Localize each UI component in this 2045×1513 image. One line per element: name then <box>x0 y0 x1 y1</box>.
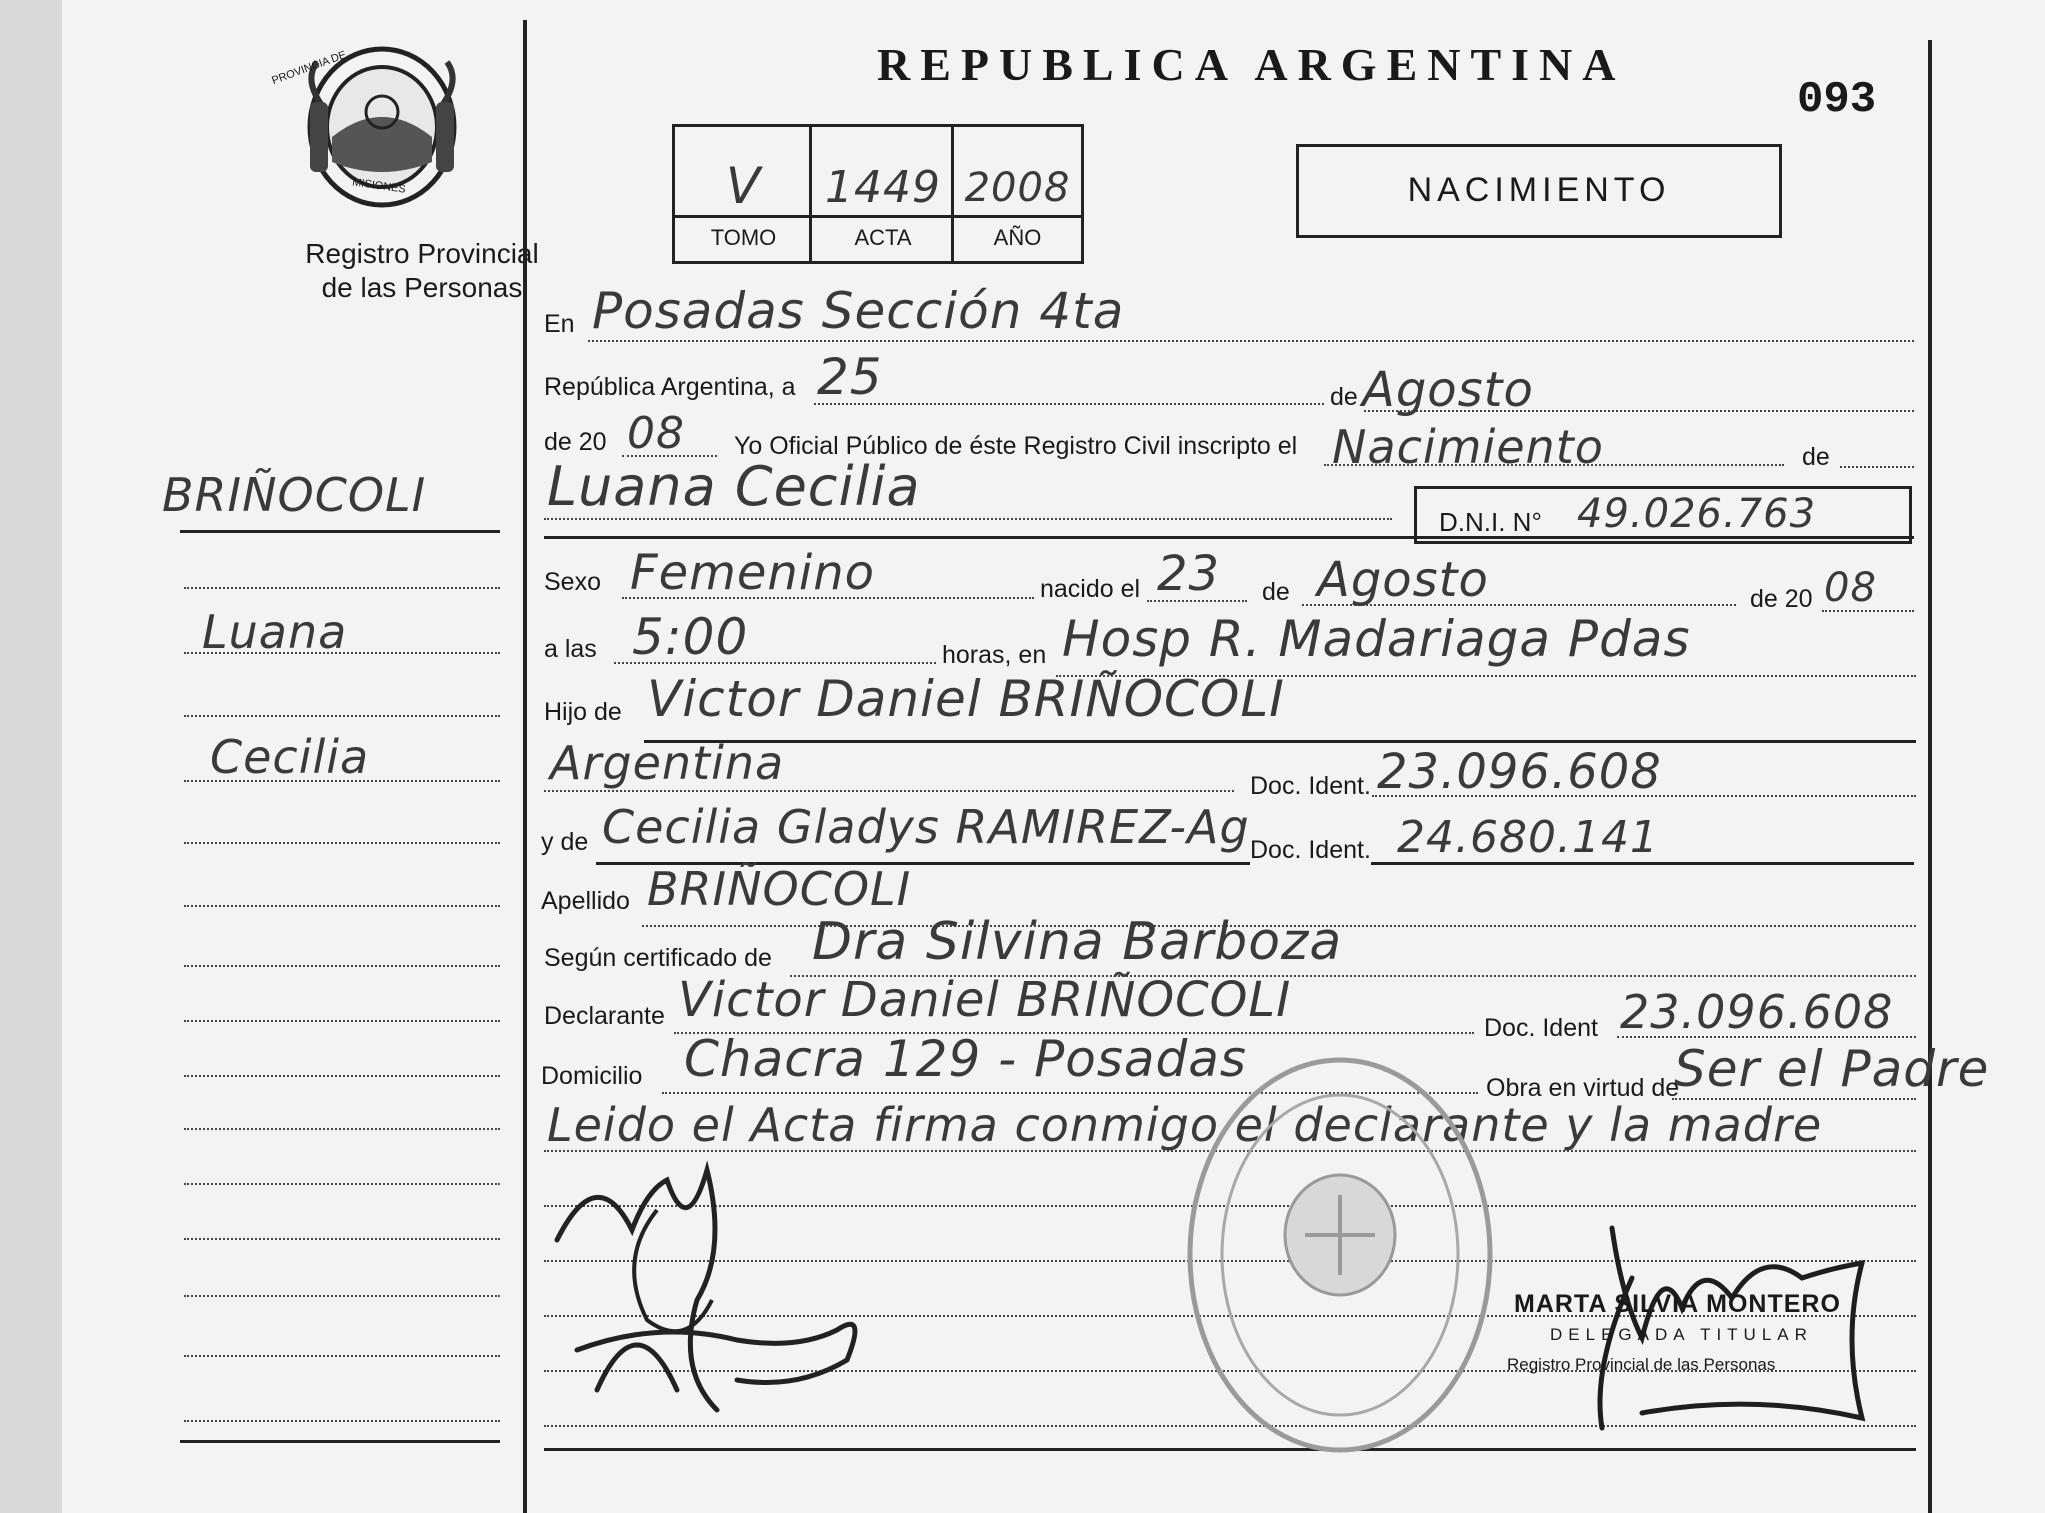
margin-dotted-line <box>184 780 500 782</box>
apellido-value: BRIÑOCOLI <box>647 862 912 916</box>
doc-ident-label-3: Doc. Ident <box>1484 1014 1598 1042</box>
reading-note: Leido el Acta firma conmigo el declarante y la madre <box>547 1098 1823 1152</box>
declarante-value: Victor Daniel BRIÑOCOLI <box>678 972 1292 1028</box>
margin-dotted-line <box>184 1238 500 1240</box>
margin-second-name: Cecilia <box>210 730 370 784</box>
margin-dotted-line <box>184 1128 500 1130</box>
time-value: 5:00 <box>632 608 749 666</box>
seal-bottom-text: MISIONES <box>351 176 407 196</box>
margin-dotted-line <box>184 1183 500 1185</box>
margin-dotted-line <box>184 842 500 844</box>
child-name-value: Luana Cecilia <box>547 455 921 518</box>
margin-dotted-line <box>184 1295 500 1297</box>
domicilio-label: Domicilio <box>541 1062 643 1090</box>
certificate-by-value: Dra Silvina Barboza <box>812 912 1343 972</box>
hijo-label: Hijo de <box>544 698 622 726</box>
day-value: 25 <box>817 348 883 406</box>
dni-label: D.N.I. N° <box>1439 507 1542 537</box>
declarant-signature <box>537 1150 957 1430</box>
inscribed-as-value: Nacimiento <box>1332 420 1604 474</box>
mother-name-value: Cecilia Gladys RAMIREZ-Ag <box>602 800 1250 854</box>
declarante-doc-value: 23.096.608 <box>1620 985 1894 1039</box>
oficial-label: Yo Oficial Público de éste Registro Civil inscripto el <box>734 432 1298 460</box>
margin-dotted-line <box>184 1075 500 1077</box>
place-of-birth-value: Hosp R. Madariaga Pdas <box>1062 610 1691 668</box>
de-label-2: de <box>1802 443 1830 471</box>
de-label-3: de <box>1262 578 1290 606</box>
official-seal-stamp <box>1180 1045 1500 1465</box>
obra-value: Ser el Padre <box>1674 1040 1990 1098</box>
margin-bottom-rule <box>180 1440 500 1443</box>
de-label: de <box>1330 383 1358 411</box>
alas-label: a las <box>544 635 597 663</box>
margin-dotted-line <box>184 587 500 589</box>
margin-dotted-line <box>184 965 500 967</box>
year-suffix: 08 <box>627 408 685 459</box>
acta-label: ACTA <box>854 225 912 250</box>
acta-value: 1449 <box>825 162 941 213</box>
margin-dotted-line <box>184 1355 500 1357</box>
father-name-value: Victor Daniel BRIÑOCOLI <box>647 670 1285 728</box>
margin-surname: BRIÑOCOLI <box>162 468 427 522</box>
tomo-value: V <box>725 157 762 215</box>
de20-label: de 20 <box>544 428 607 456</box>
month-value: Agosto <box>1362 362 1534 418</box>
segun-label: Según certificado de <box>544 944 772 972</box>
record-type-box <box>1296 144 1782 238</box>
margin-dotted-line <box>184 652 500 654</box>
birth-year-suffix: 08 <box>1824 565 1877 611</box>
dni-value: 49.026.763 <box>1577 491 1817 537</box>
father-nationality-value: Argentina <box>550 736 785 790</box>
domicilio-value: Chacra 129 - Posadas <box>684 1030 1247 1088</box>
doc-ident-label: Doc. Ident. <box>1250 772 1371 800</box>
officer-office: Registro Provincial de las Personas <box>1507 1355 1776 1374</box>
record-type: NACIMIENTO <box>1407 171 1671 209</box>
margin-dotted-line <box>184 1020 500 1022</box>
margin-first-name: Luana <box>202 605 348 659</box>
sexo-value: Femenino <box>630 545 875 601</box>
officer-name: MARTA SILVIA MONTERO <box>1514 1290 1841 1318</box>
anio-value: 2008 <box>964 165 1071 211</box>
record-number-box <box>672 124 1084 264</box>
margin-dotted-line <box>184 715 500 717</box>
birth-certificate-page <box>62 0 2045 1513</box>
apellido-label: Apellido <box>541 887 630 915</box>
sexo-label: Sexo <box>544 568 601 596</box>
margin-rule <box>180 530 500 533</box>
horas-label: horas, en <box>942 641 1047 669</box>
country-title: REPUBLICA ARGENTINA <box>877 39 1626 90</box>
sheet-number: 093 <box>1797 75 1877 125</box>
tomo-label: TOMO <box>710 225 777 250</box>
obra-label: Obra en virtud de <box>1486 1074 1680 1102</box>
margin-dotted-line <box>184 905 500 907</box>
registry-name-line2: de las Personas <box>321 272 523 303</box>
seal-top-text: PROVINCIA DE <box>270 48 348 88</box>
column-divider <box>523 20 527 1513</box>
registry-name-line1: Registro Provincial <box>305 238 539 269</box>
en-label: En <box>544 310 575 338</box>
officer-role: DELEGADA TITULAR <box>1550 1325 1813 1344</box>
right-border <box>1928 40 1932 1513</box>
declarante-label: Declarante <box>544 1002 665 1030</box>
republica-label: República Argentina, a <box>544 373 796 401</box>
yde-label: y de <box>541 828 589 856</box>
birth-month-value: Agosto <box>1317 552 1489 608</box>
anio-label: AÑO <box>993 225 1042 250</box>
birth-day-value: 23 <box>1157 546 1221 602</box>
margin-dotted-line <box>184 1420 500 1422</box>
doc-ident-label-2: Doc. Ident. <box>1250 836 1371 864</box>
de20-label-2: de 20 <box>1750 585 1813 613</box>
nacido-label: nacido el <box>1040 575 1141 603</box>
mother-doc-value: 24.680.141 <box>1397 812 1659 863</box>
father-doc-value: 23.096.608 <box>1377 744 1662 800</box>
place-value: Posadas Sección 4ta <box>592 282 1125 340</box>
